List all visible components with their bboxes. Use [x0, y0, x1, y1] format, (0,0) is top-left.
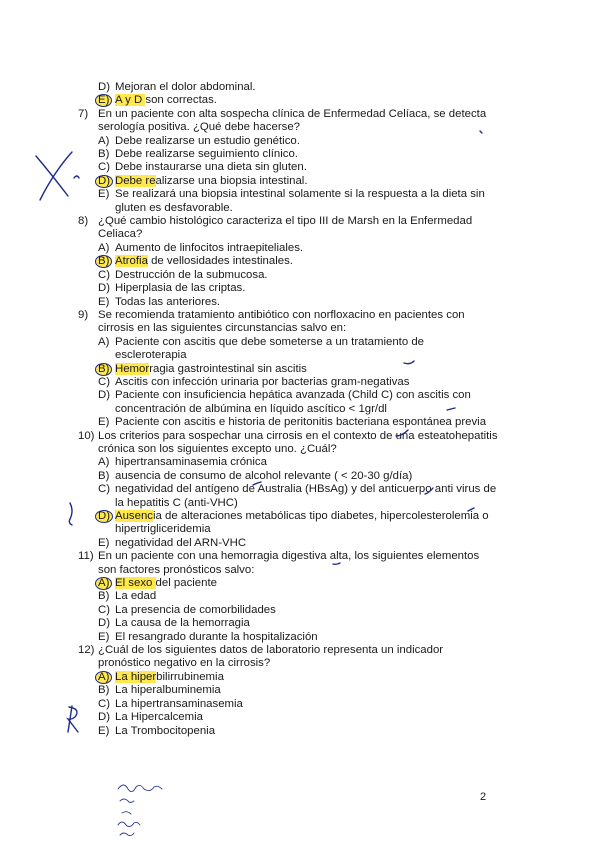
answer-option	[78, 376, 498, 389]
option-text: negatividad del antígeno de Australia (HBsAg) y del anticuerpo anti virus de la hepatitis C (anti-VHC)	[115, 483, 497, 509]
answer-option	[78, 255, 498, 268]
answer-option	[78, 631, 498, 644]
option-text: La Trombocitopenia	[115, 724, 216, 737]
option-letter: A)	[98, 241, 110, 254]
highlighted-text: Hemor	[115, 362, 150, 375]
option-letter: D)	[98, 282, 111, 295]
option-letter: C)	[98, 603, 111, 616]
option-text: Destrucción de la submucosa.	[115, 268, 268, 281]
answer-option	[78, 590, 498, 603]
handwritten-x-mark-2	[40, 152, 72, 200]
option-text: Paciente con ascitis e historia de peritonitis bacteriana espontánea previa	[115, 416, 487, 429]
handwritten-r-mark	[68, 706, 78, 732]
option-text: Atrofia de vellosidades intestinales.	[115, 255, 293, 268]
answer-option	[78, 296, 498, 309]
answer-option	[78, 81, 498, 94]
option-letter: E)	[98, 188, 110, 201]
option-letter: E)	[98, 416, 110, 429]
option-text: negatividad del ARN-VHC	[115, 536, 247, 549]
answer-option	[78, 711, 498, 724]
answer-option	[78, 363, 498, 376]
highlighted-text: El sexo	[115, 577, 156, 590]
option-text: La edad	[115, 590, 157, 603]
question-number: 7)	[78, 107, 89, 120]
option-letter: D)	[98, 81, 111, 93]
question-number: 12)	[78, 644, 95, 657]
option-text: hipertransaminasemia crónica	[115, 456, 267, 469]
option-text: Todas las anteriores.	[115, 295, 221, 308]
option-letter: D)	[98, 711, 111, 724]
question	[78, 644, 498, 671]
option-text: Paciente con insuficiencia hepática avanzada (Child C) con ascitis con concentración de albúmina en líquido ascítico < 1gr/dl	[115, 389, 471, 415]
option-letter: B)	[98, 590, 110, 603]
option-letter: D)	[98, 510, 115, 537]
option-letter: E)	[98, 94, 115, 107]
option-letter: C)	[98, 375, 111, 388]
option-letter: E)	[98, 536, 110, 549]
option-letter: B)	[98, 148, 110, 161]
highlighted-text: Atrofia	[115, 255, 148, 268]
option-text: Ascitis con infección urinaria por bacterias gram-negativas	[115, 375, 410, 388]
answer-option	[78, 577, 498, 590]
question-text: Los criterios para sospechar una cirrosis en el contexto de una esteatohepatitis crónica son los siguientes excepto uno. ¿Cuál?	[98, 429, 498, 455]
option-text: La presencia de comorbilidades	[115, 603, 276, 616]
answer-option	[78, 617, 498, 630]
option-text: Paciente con ascitis que debe someterse a un tratamiento de escleroterapia	[115, 335, 424, 362]
answer-option	[78, 416, 498, 429]
highlighted-text: Ausenc	[115, 510, 153, 522]
question-text: En un paciente con alta sospecha clínica de Enfermedad Celíaca, se detecta serología positiva. ¿Qué debe hacerse?	[98, 107, 487, 134]
question	[78, 309, 498, 336]
highlighted-text: La hiper	[115, 670, 157, 683]
question-number: 10)	[78, 429, 95, 442]
question-number: 9)	[78, 308, 89, 321]
option-letter: A)	[98, 335, 110, 348]
option-letter: B)	[98, 363, 115, 376]
option-text: ausencia de consumo de alcohol relevante ( < 20-30 g/día)	[115, 469, 413, 482]
answer-option	[78, 188, 498, 215]
option-letter: E)	[98, 724, 110, 737]
answer-option	[78, 242, 498, 255]
answer-option	[78, 456, 498, 469]
exam-content	[78, 81, 498, 738]
option-text: Hemorragia gastrointestinal sin ascitis	[115, 362, 307, 375]
question-text: ¿Cuál de los siguientes datos de laboratorio representa un indicador pronóstico negativo en la cirrosis?	[98, 644, 444, 670]
option-text: Debe realizarse un estudio genético.	[115, 134, 300, 147]
option-letter: C)	[98, 697, 111, 710]
answer-option	[78, 135, 498, 148]
answer-option	[78, 282, 498, 295]
answer-option	[78, 148, 498, 161]
option-text: La Hipercalcemia	[115, 711, 203, 724]
option-letter: B)	[98, 469, 110, 482]
answer-option	[78, 510, 498, 537]
answer-option	[78, 537, 498, 550]
question	[78, 550, 498, 577]
handwritten-scribble	[114, 781, 184, 841]
option-text: La causa de la hemorragia	[115, 617, 250, 630]
option-letter: D)	[98, 389, 111, 402]
question-text: Se recomienda tratamiento antibiótico con norfloxacino en pacientes con cirrosis en las siguientes circunstancias salvo en:	[98, 308, 465, 335]
answer-option	[78, 725, 498, 738]
highlighted-text: A y D	[115, 94, 146, 107]
option-letter: B)	[98, 255, 115, 268]
answer-option	[78, 671, 498, 684]
answer-option	[78, 161, 498, 174]
option-letter: D)	[98, 175, 115, 188]
option-text: La hipertransaminasemia	[115, 697, 243, 710]
option-text: Aumento de linfocitos intraepiteliales.	[115, 241, 304, 254]
answer-option	[78, 336, 498, 363]
question-text: ¿Qué cambio histológico caracteriza el tipo III de Marsh en la Enfermedad Celiaca?	[98, 215, 473, 241]
option-letter: C)	[98, 268, 111, 281]
question-number: 11)	[78, 550, 94, 563]
answer-option	[78, 604, 498, 617]
handwritten-mark	[69, 503, 72, 525]
option-letter: A)	[98, 577, 115, 590]
answer-option	[78, 269, 498, 282]
option-text: A y D son correctas.	[115, 94, 217, 107]
option-text: Debe realizarse seguimiento clínico.	[115, 148, 298, 161]
handwritten-x-mark	[36, 156, 68, 196]
option-letter: A)	[98, 456, 110, 469]
option-letter: A)	[98, 134, 110, 147]
answer-option	[78, 175, 498, 188]
question	[78, 430, 498, 457]
answer-option	[78, 470, 498, 483]
option-text: Se realizará una biopsia intestinal solamente si la respuesta a la dieta sin gluten es desfavorable.	[115, 188, 485, 214]
option-text: Hiperplasia de las criptas.	[115, 282, 246, 295]
option-letter: D)	[98, 617, 111, 630]
answer-option	[78, 684, 498, 697]
question-number: 8)	[78, 215, 89, 228]
page-number: 2	[480, 791, 487, 803]
option-text: Debe instaurarse una dieta sin gluten.	[115, 161, 307, 174]
option-letter: B)	[98, 684, 110, 697]
highlighted-text: Debe re	[115, 174, 156, 187]
option-text: La hiperbilirrubinemia	[115, 670, 224, 683]
question	[78, 108, 498, 135]
answer-option	[78, 483, 498, 510]
option-letter: A)	[98, 671, 115, 684]
option-text: Mejoran el dolor abdominal.	[115, 81, 256, 93]
answer-option	[78, 389, 498, 416]
option-text: El resangrado durante la hospitalización	[115, 630, 318, 643]
option-text: Ausencia de alteraciones metabólicas tipo diabetes, hipercolesterolemia o hipertrigliceridemia	[115, 510, 489, 536]
option-text: Debe realizarse una biopsia intestinal.	[115, 174, 308, 187]
answer-option	[78, 698, 498, 711]
option-text: El sexo del paciente	[115, 577, 217, 590]
option-letter: C)	[98, 483, 111, 496]
option-text: La hiperalbuminemia	[115, 684, 221, 697]
question-text: En un paciente con una hemorragia digestiva alta, los siguientes elementos son factores pronósticos salvo:	[98, 550, 480, 576]
question	[78, 215, 498, 242]
option-letter: C)	[98, 161, 111, 174]
answer-option	[78, 94, 498, 107]
option-letter: E)	[98, 295, 110, 308]
option-letter: E)	[98, 630, 110, 643]
